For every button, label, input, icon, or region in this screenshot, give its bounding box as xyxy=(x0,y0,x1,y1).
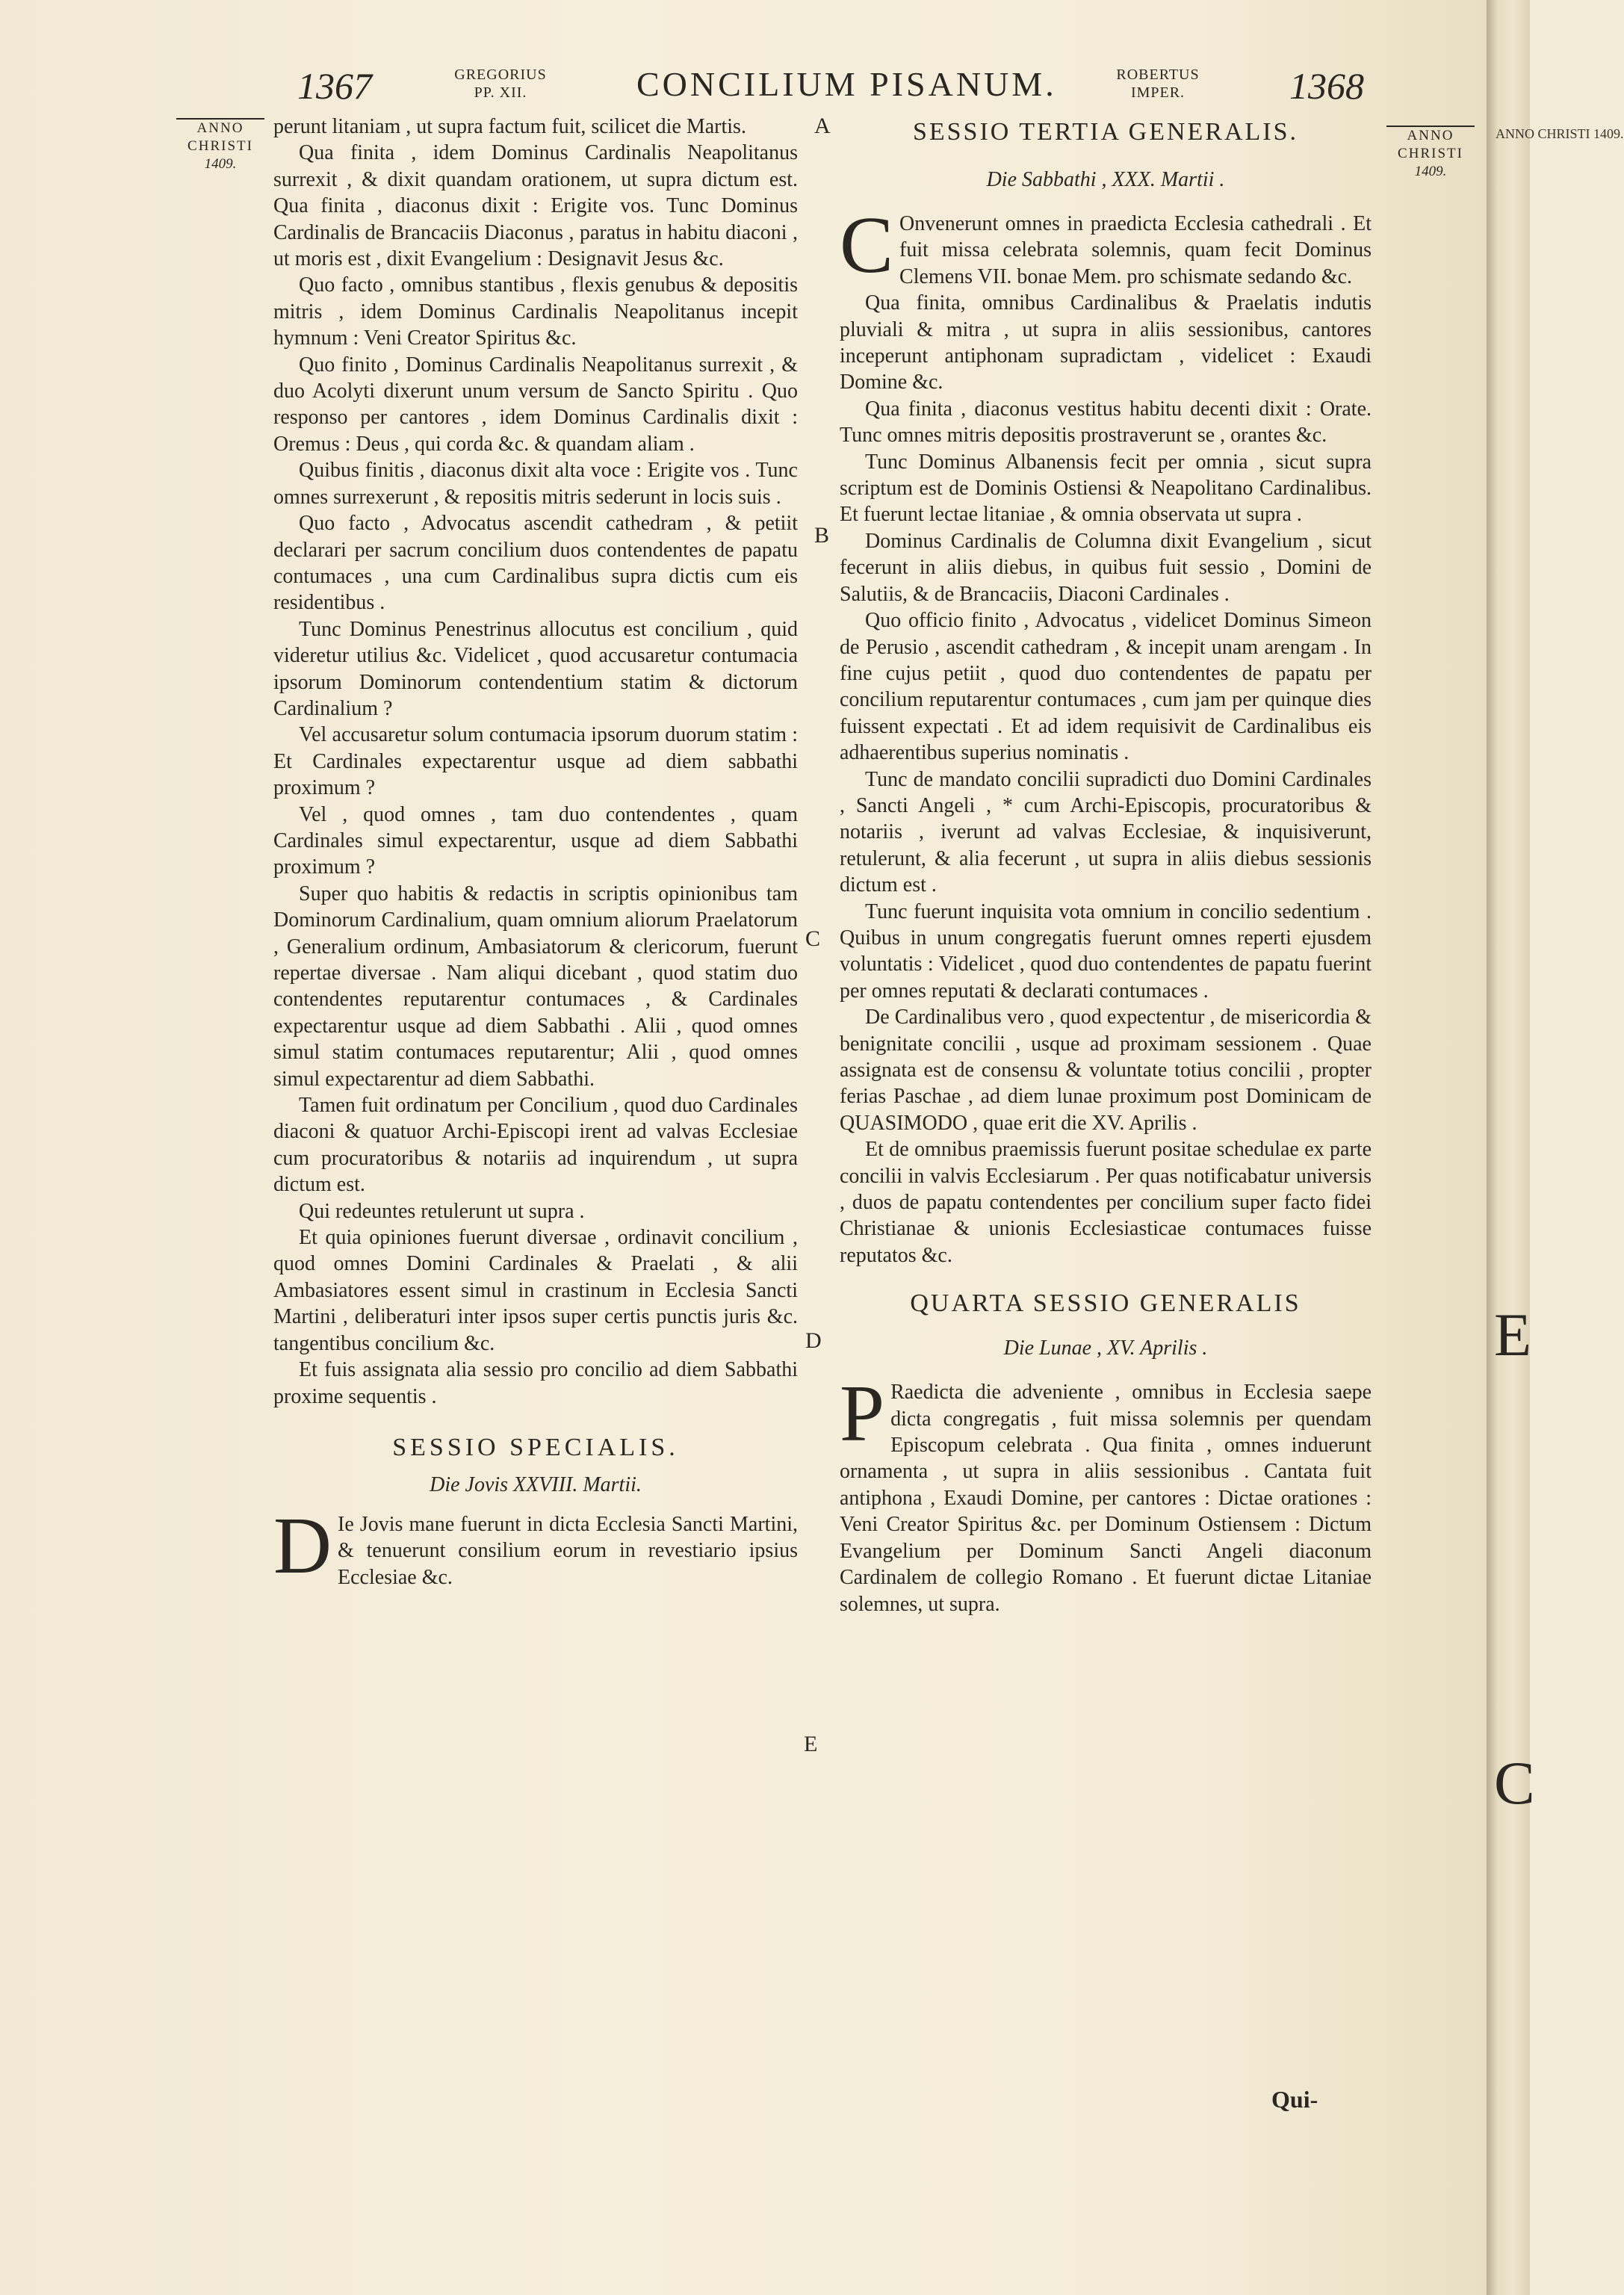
section-letter-d: D xyxy=(805,1328,822,1353)
page-number-right: 1368 xyxy=(1289,65,1364,107)
margin-year-right: 1409. xyxy=(1414,164,1447,179)
paragraph: Quo facto , omnibus stantibus , flexis genubus & depositis mitris , idem Dominus Cardinalis Neapolitanus incepit hymnum : Veni Creator Spiritus &c. xyxy=(273,273,798,350)
dropcap-letter: P xyxy=(840,1369,885,1459)
neighbor-initial-e: E xyxy=(1494,1301,1532,1369)
section-letter-e: E xyxy=(804,1732,818,1756)
margin-christi-word-right: CHRISTI xyxy=(1398,146,1463,161)
section-heading-sessio-specialis: SESSIO SPECIALIS. xyxy=(392,1433,679,1461)
paragraph-text: Raedicta die adveniente , omnibus in Ecclesia saepe dicta congregatis , fuit missa solemnis per quendam Episcopum celebrata . Qua finita , omnes induerunt ornamenta , ut supra in aliis sessionibus . Cantata fuit antiphona , Exaudi Domine, per cantores : Dictae orationes : Veni Creator Spiritus &c. per Dominum Ostiensem : Dictum Evangelium per Dominum Sancti Angeli diaconum Cardinalem de collegio Romano . Et fuerunt dictae Litaniae solemnes, ut supra. xyxy=(840,1381,1372,1616)
section-letter-b: B xyxy=(814,523,830,548)
paragraph: perunt litaniam , ut supra factum fuit, scilicet die Martis. xyxy=(273,115,746,138)
paragraph-text: Onvenerunt omnes in praedicta Ecclesia cathedrali . Et fuit missa celebrata solemnis, quam fecit Dominus Clemens VII. bonae Mem. pro schismate sedando &c. xyxy=(899,212,1372,288)
section-heading-quarta-sessio: QUARTA SESSIO GENERALIS xyxy=(910,1289,1301,1318)
section-heading-sessio-tertia: SESSIO TERTIA GENERALIS. xyxy=(912,118,1299,146)
section-date-sessio-tertia: Die Sabbathi , XXX. Martii . xyxy=(986,168,1225,191)
paragraph: Et fuis assignata alia sessio pro concilio ad diem Sabbathi proxime sequentis . xyxy=(273,1358,798,1408)
margin-anno-word-right: ANNO xyxy=(1407,128,1454,143)
paragraph: Vel accusaretur solum contumacia ipsorum duorum statim : Et Cardinales expectarentur usque ad diem sabbathi proximum ? xyxy=(273,723,798,800)
section-letter-a: A xyxy=(814,114,831,138)
paragraph: Vel , quod omnes , tam duo contendentes , quam Cardinales simul expectarentur, usque ad diem Sabbathi proximum ? xyxy=(273,802,798,879)
paragraph: Tamen fuit ordinatum per Concilium , quod duo Cardinales diaconi & quatuor Archi-Episcopi irent ad valvas Ecclesiae cum procuratoribus & notariis ad inquirendum , ut supra dictum est. xyxy=(273,1094,798,1197)
paragraph: Quo facto , Advocatus ascendit cathedram , & petiit declarari per sacrum concilium duos contendentes de papatu contumaces , una cum Cardinalibus supra dictis cum eis residentibus . xyxy=(273,512,798,615)
paragraph: Tunc de mandato concilii supradicti duo Domini Cardinales , Sancti Angeli , * cum Archi-Episcopis, procuratoribus & notariis , iverunt ad valvas Ecclesiae, & inquisiverunt, retulerunt, & alia fecerunt , ut supra in aliis diebus sessionis dictum est . xyxy=(840,767,1372,897)
paragraph: Quo officio finito , Advocatus , videlicet Dominus Simeon de Perusio , ascendit cathedram , & incepit unam arengam . In fine cujus petiit , quod duo contendentes de papatu per concilium reputarentur contumaces , cum jam per quinque dies fuissent expectati . Et ad idem requisivit de Cardinalibus eis adhaerentibus superius nominatis . xyxy=(840,609,1372,765)
dropcap-letter: C xyxy=(840,201,894,290)
header-emperor-label xyxy=(1106,66,1210,102)
section-body-sessio-specialis xyxy=(273,1501,798,1591)
paragraph: Qui redeuntes retulerunt ut supra . xyxy=(299,1199,585,1223)
paragraph: Et quia opiniones fuerunt diversae , ordinavit concilium , quod omnes Domini Cardinales & Praelati , & alii Ambasiatores essent simul in crastinum in Ecclesia Sancti Martini , deliberaturi inter ipsos super certis punctis juris &c. tangentibus concilium &c. xyxy=(273,1226,798,1355)
catchword: Qui- xyxy=(1271,2086,1318,2113)
section-first-paragraph xyxy=(840,201,1372,290)
section-letter-c: C xyxy=(805,926,821,951)
paragraph: Tunc fuerunt inquisita vota omnium in concilio sedentium . Quibus in unum congregatis fuerunt omnes reperti ejusdem voluntatis : Videlicet , quod duo contendentes de papatu fuerint per omnes reputati & declarati contumaces . xyxy=(840,899,1372,1003)
neighbor-initial-c: C xyxy=(1494,1749,1535,1817)
section-date-sessio-specialis: Die Jovis XXVIII. Martii. xyxy=(430,1472,642,1496)
dropcap-letter: D xyxy=(273,1501,332,1591)
paragraph: De Cardinalibus vero , quod expectentur , de misericordia & benignitate concilii , usque ad proximam sessionem . Quae assignata est de consensu & voluntate totius concilii , propter ferias Paschae , ad diem lunae proximum post Dominicam de QUASIMODO , quae erit die XV. Aprilis . xyxy=(840,1006,1372,1135)
left-column xyxy=(273,114,798,1591)
section-first-paragraph xyxy=(840,1369,1372,1617)
paragraph: Qua finita , idem Dominus Cardinalis Neapolitanus surrexit , & dixit quandam orationem, ut supra dictum est. Qua finita , diaconus dixit : Erigite vos. Tunc Dominus Cardinalis de Brancaciis Diaconus , paratus in habitu diaconi , ut moris est , dixit Evangelium : Designavit Jesus &c. xyxy=(273,141,798,271)
paragraph: Tunc Dominus Albanensis fecit per omnia , sicut supra scriptum est de Dominis Ostiensi & Neapolitano Cardinalibus. Et fuerunt lectae litaniae , & omnia observata ut supra . xyxy=(840,450,1372,527)
header-emperor-name: ROBERTUS xyxy=(1116,66,1200,83)
paragraph: Et de omnibus praemissis fuerunt positae schedulae ex parte concilii in valvis Ecclesiarum . Per quas notificabatur universis , duos de papatu contendentes per concilium super facto fidei Christianae & unionis Ecclesiasticae contumaces fuisse reputatos &c. xyxy=(840,1138,1372,1267)
section-date-quarta-sessio: Die Lunae , XV. Aprilis . xyxy=(1003,1337,1208,1360)
margin-anno-right xyxy=(1386,126,1475,181)
page-number-left: 1367 xyxy=(297,65,372,107)
page-title: CONCILIUM PISANUM. xyxy=(636,65,1057,103)
margin-year: 1409. xyxy=(204,156,237,172)
paragraph: Qua finita , diaconus vestitus habitu decenti dixit : Orate. Tunc omnes mitris depositis prostraverunt se , orantes &c. xyxy=(840,397,1372,447)
header-emperor-title: IMPER. xyxy=(1130,84,1186,101)
right-column xyxy=(840,114,1372,1617)
margin-anno-word: ANNO xyxy=(196,120,244,136)
header-pope-label xyxy=(448,66,553,102)
paragraph: Quibus finitis , diaconus dixit alta voce : Erigite vos . Tunc omnes surrexerunt , & repositis mitris sederunt in locis suis . xyxy=(273,459,798,509)
paragraph: Dominus Cardinalis de Columna dixit Evangelium , sicut fecerunt in aliis diebus, in quibus fuit sessio , Domini de Salutiis, & de Brancaciis, Diaconi Cardinales . xyxy=(840,529,1372,606)
paragraph-text: Ie Jovis mane fuerunt in dicta Ecclesia Sancti Martini, & tenuerunt consilium eorum in revestiario ipsius Ecclesiae &c. xyxy=(338,1512,798,1589)
paragraph: Super quo habitis & redactis in scriptis opinionibus tam Dominorum Cardinalium, quam omnium aliorum Praelatorum , Generalium ordinum, Ambasiatorum & clericorum, fuerunt repertae diversae . Nam aliqui dicebant , quod statim duo contendentes reputarentur contumaces , & Cardinales expectarentur usque ad diem Sabbathi . Alii , quod omnes simul statim contumaces reputarentur; Alii , quod omnes simul expectarentur ad diem Sabbathi. xyxy=(273,882,798,1091)
header-pope-title: PP. XII. xyxy=(474,84,527,101)
neighbor-margin-note: ANNO CHRISTI 1409. xyxy=(1496,126,1624,141)
header-pope-name: GREGORIUS xyxy=(454,66,547,83)
margin-christi-word: CHRISTI xyxy=(187,138,253,154)
margin-anno-left xyxy=(176,118,264,173)
paragraph: Tunc Dominus Penestrinus allocutus est concilium , quid videretur utilius &c. Videlicet , quod accusaretur contumacia ipsorum Dominorum contendentium statim & dictorum Cardinalium ? xyxy=(273,617,798,720)
paragraph: Quo finito , Dominus Cardinalis Neapolitanus surrexit , & duo Acolyti dixerunt unum versum de Sancto Spiritu . Quo responso per cantores , idem Dominus Cardinalis dixit : Oremus : Deus , qui corda &c. & quandam aliam . xyxy=(273,353,798,456)
paragraph: Qua finita, omnibus Cardinalibus & Praelatis indutis pluviali & mitra , ut supra in aliis sessionibus, cantores inceperunt antiphonam supradictam , videlicet : Exaudi Domine &c. xyxy=(840,291,1372,394)
